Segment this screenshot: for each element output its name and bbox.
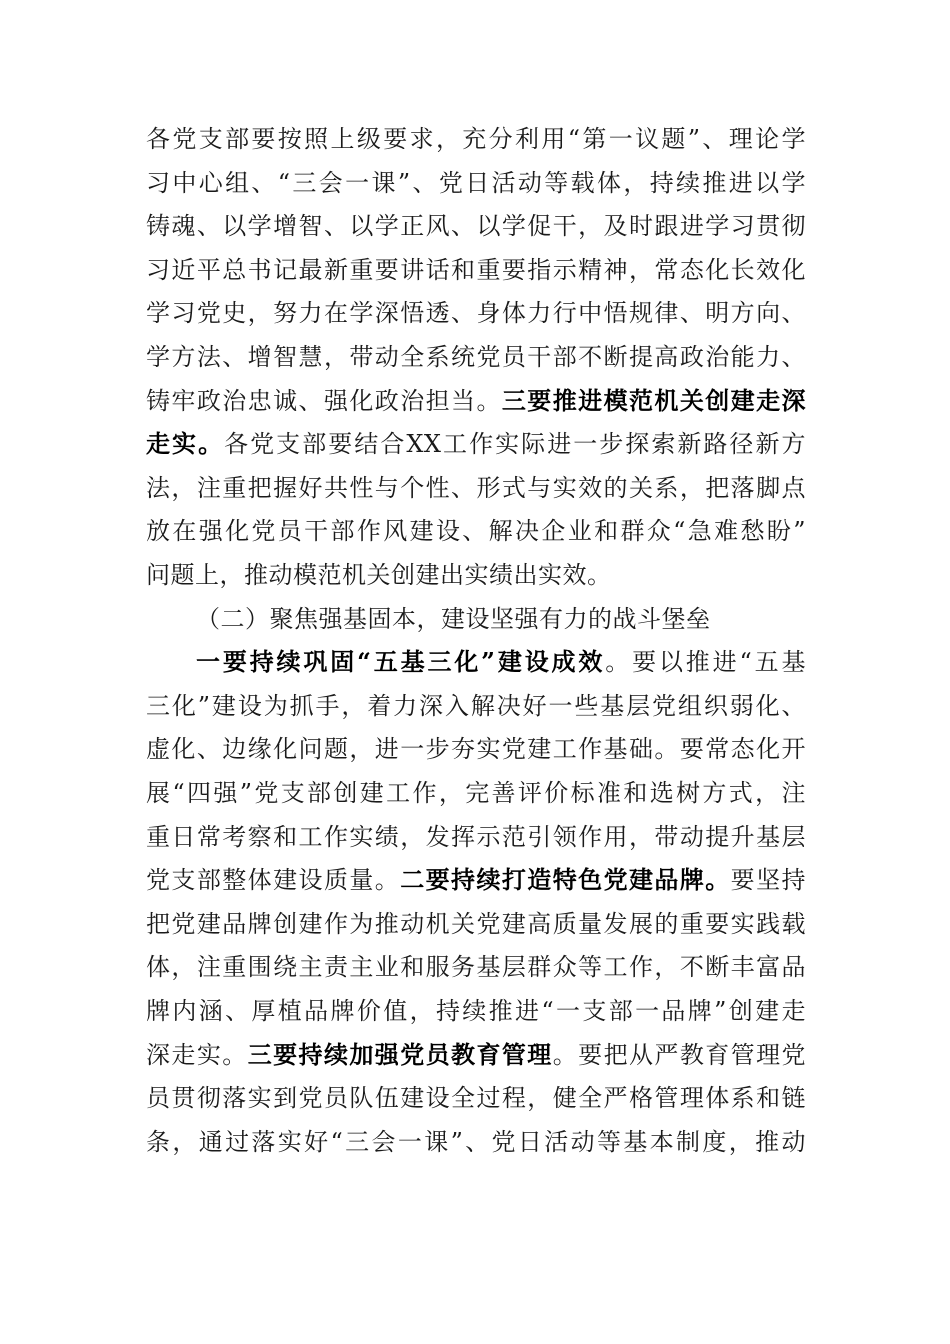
bold-text-span: 三要持续加强党员教育管理 <box>247 1039 553 1069</box>
text-span: 体，注重围绕主责主业和服务基层群众等工作，不断丰富品 <box>146 953 806 982</box>
paragraph-line <box>146 773 806 813</box>
paragraph-line <box>146 381 806 421</box>
text-span: 党支部整体建设质量。 <box>146 866 401 895</box>
text-span: 法，注重把握好共性与个性、形式与实效的关系，把落脚点 <box>146 473 806 502</box>
paragraph-line <box>146 337 806 377</box>
text-span: 重日常考察和工作实绩，发挥示范引领作用，带动提升基层 <box>146 822 806 851</box>
bold-text-span: 二要持续打造特色党建品牌。 <box>400 865 731 895</box>
paragraph-line <box>146 1122 806 1162</box>
paragraph-line <box>146 206 806 246</box>
paragraph-line <box>196 642 806 682</box>
section-heading <box>196 599 756 639</box>
text-span: 。要以推进“五基 <box>605 648 806 677</box>
paragraph-line <box>146 250 806 290</box>
paragraph-line <box>146 511 806 551</box>
paragraph-line <box>146 468 806 508</box>
paragraph-line <box>146 424 806 464</box>
text-span: 把党建品牌创建作为推动机关党建高质量发展的重要实践载 <box>146 909 806 938</box>
paragraph-line <box>146 555 806 595</box>
text-span: 员贯彻落实到党员队伍建设全过程，健全严格管理体系和链 <box>146 1084 806 1113</box>
text-span: 各党支部要结合XX工作实际进一步探索新路径新方 <box>224 430 807 459</box>
paragraph-line <box>146 817 806 857</box>
paragraph-line <box>146 119 806 159</box>
text-span: 放在强化党员干部作风建设、解决企业和群众“急难愁盼” <box>146 517 806 546</box>
text-span: 学方法、增智慧，带动全系统党员干部不断提高政治能力、 <box>146 343 806 371</box>
paragraph-line <box>146 729 806 769</box>
text-span: 牌内涵、厚植品牌价值，持续推进“一支部一品牌”创建走 <box>146 997 806 1025</box>
text-span: 深走实。 <box>146 1040 248 1069</box>
paragraph-line <box>146 991 806 1031</box>
paragraph-line <box>146 1035 806 1075</box>
text-span: 要坚持 <box>730 866 807 895</box>
text-span: 各党支部要按照上级要求，充分利用“第一议题”、理论学 <box>146 125 806 153</box>
text-span: 三化”建设为抓手，着力深入解决好一些基层党组织弱化、 <box>146 691 806 720</box>
text-span: 展“四强”党支部创建工作，完善评价标准和选树方式，注 <box>146 779 806 807</box>
bold-text-span: 一要持续巩固“五基三化”建设成效 <box>196 647 606 677</box>
text-span: 学习党史，努力在学深悟透、身体力行中悟规律、明方向、 <box>146 299 806 328</box>
paragraph-line <box>146 947 806 987</box>
paragraph-line <box>146 293 806 333</box>
text-span: 。要把从严教育管理党 <box>552 1040 807 1069</box>
text-span: 问题上，推动模范机关创建出实绩出实效。 <box>146 561 612 589</box>
paragraph-line <box>146 686 806 726</box>
paragraph-line <box>146 860 806 900</box>
text-span: 习近平总书记最新重要讲话和重要指示精神，常态化长效化 <box>146 255 806 284</box>
text-span: （二）聚焦强基固本，建设坚强有力的战斗堡垒 <box>196 604 711 633</box>
paragraph-line <box>146 163 806 203</box>
paragraph-line <box>146 1078 806 1118</box>
text-span: 条，通过落实好“三会一课”、党日活动等基本制度，推动 <box>146 1127 806 1156</box>
text-span: 习中心组、“三会一课”、党日活动等载体，持续推进以学 <box>146 168 806 197</box>
text-span: 铸牢政治忠诚、强化政治担当。 <box>146 386 502 415</box>
text-span: 虚化、边缘化问题，进一步夯实党建工作基础。要常态化开 <box>146 735 806 764</box>
paragraph-line <box>146 904 806 944</box>
bold-text-span: 三要推进模范机关创建走深 <box>501 385 807 415</box>
bold-text-span: 走实。 <box>146 429 225 459</box>
text-span: 铸魂、以学增智、以学正风、以学促干，及时跟进学习贯彻 <box>146 212 806 241</box>
